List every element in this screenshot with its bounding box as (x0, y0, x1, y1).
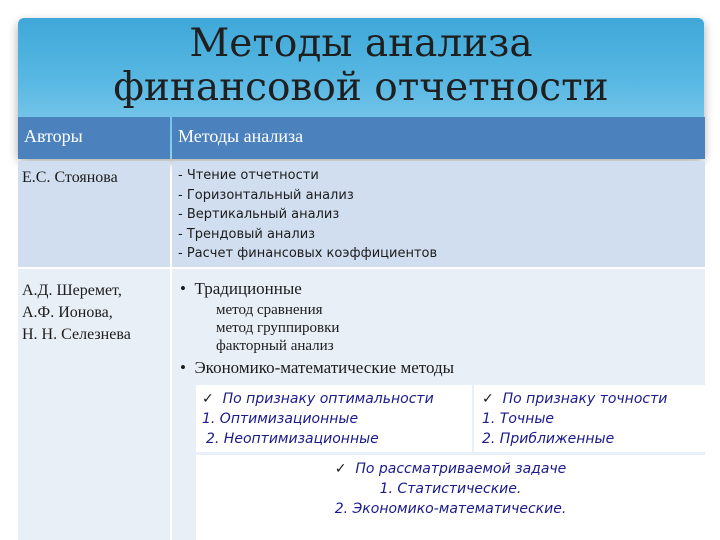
check-icon: ✓ (482, 391, 494, 407)
method-item: - Чтение отчетности (178, 168, 319, 183)
method-item: - Расчет финансовых коэффициентов (178, 246, 438, 261)
task-box (196, 455, 705, 540)
optimality-box (196, 385, 472, 452)
title-line-2: финансовой отчетности (113, 65, 609, 110)
check-icon: ✓ (334, 461, 347, 477)
bullet-label: Традиционные (194, 279, 302, 298)
bullet-econ-math (180, 358, 454, 378)
method-item: - Вертикальный анализ (178, 207, 340, 222)
box-heading: По признаку точности (502, 391, 668, 407)
traditional-item: факторный анализ (216, 338, 334, 354)
optimality-heading (202, 389, 472, 409)
box-item: 1. Точные (482, 411, 555, 427)
traditional-item: метод сравнения (216, 302, 323, 318)
box-item: 2. Экономико-математические. (334, 501, 567, 517)
method-item: - Трендовый анализ (178, 226, 316, 242)
box-item: 1. Статистические. (379, 481, 522, 497)
traditional-item: метод группировки (216, 320, 340, 336)
traditional-items (216, 301, 339, 355)
title-line-1: Методы анализа (189, 21, 533, 66)
box-item: 1. Оптимизационные (202, 411, 359, 427)
author-name: А.Д. Шеремет, (22, 282, 122, 299)
box-item: 2. Приближенные (482, 431, 615, 447)
accuracy-heading (482, 389, 705, 409)
header-authors: Авторы (18, 117, 170, 159)
author-cell-stoyanova (18, 161, 170, 267)
bullet-traditional (180, 279, 302, 299)
bullet-icon: • (180, 279, 186, 298)
author-name: А.Ф. Ионова, (22, 304, 113, 321)
methods-cell-stoyanova (172, 161, 705, 267)
box-heading: По признаку оптимальности (222, 391, 434, 407)
method-item: - Горизонтальный анализ (178, 187, 354, 203)
bullet-label: Экономико-математические методы (194, 358, 455, 377)
method-list (178, 166, 705, 264)
slide-title (18, 22, 704, 110)
author-name: Е.С. Стоянова (22, 169, 118, 186)
author-cell-sheremet (18, 269, 170, 540)
task-heading (196, 459, 705, 479)
bullet-icon: • (180, 358, 186, 377)
check-icon: ✓ (202, 391, 214, 407)
box-heading: По рассматриваемой задаче (355, 461, 567, 477)
author-name: Н. Н. Селезнева (22, 326, 131, 343)
box-item: 2. Неоптимизационные (206, 431, 379, 447)
accuracy-box (474, 385, 705, 452)
header-methods: Методы анализа (172, 117, 705, 159)
